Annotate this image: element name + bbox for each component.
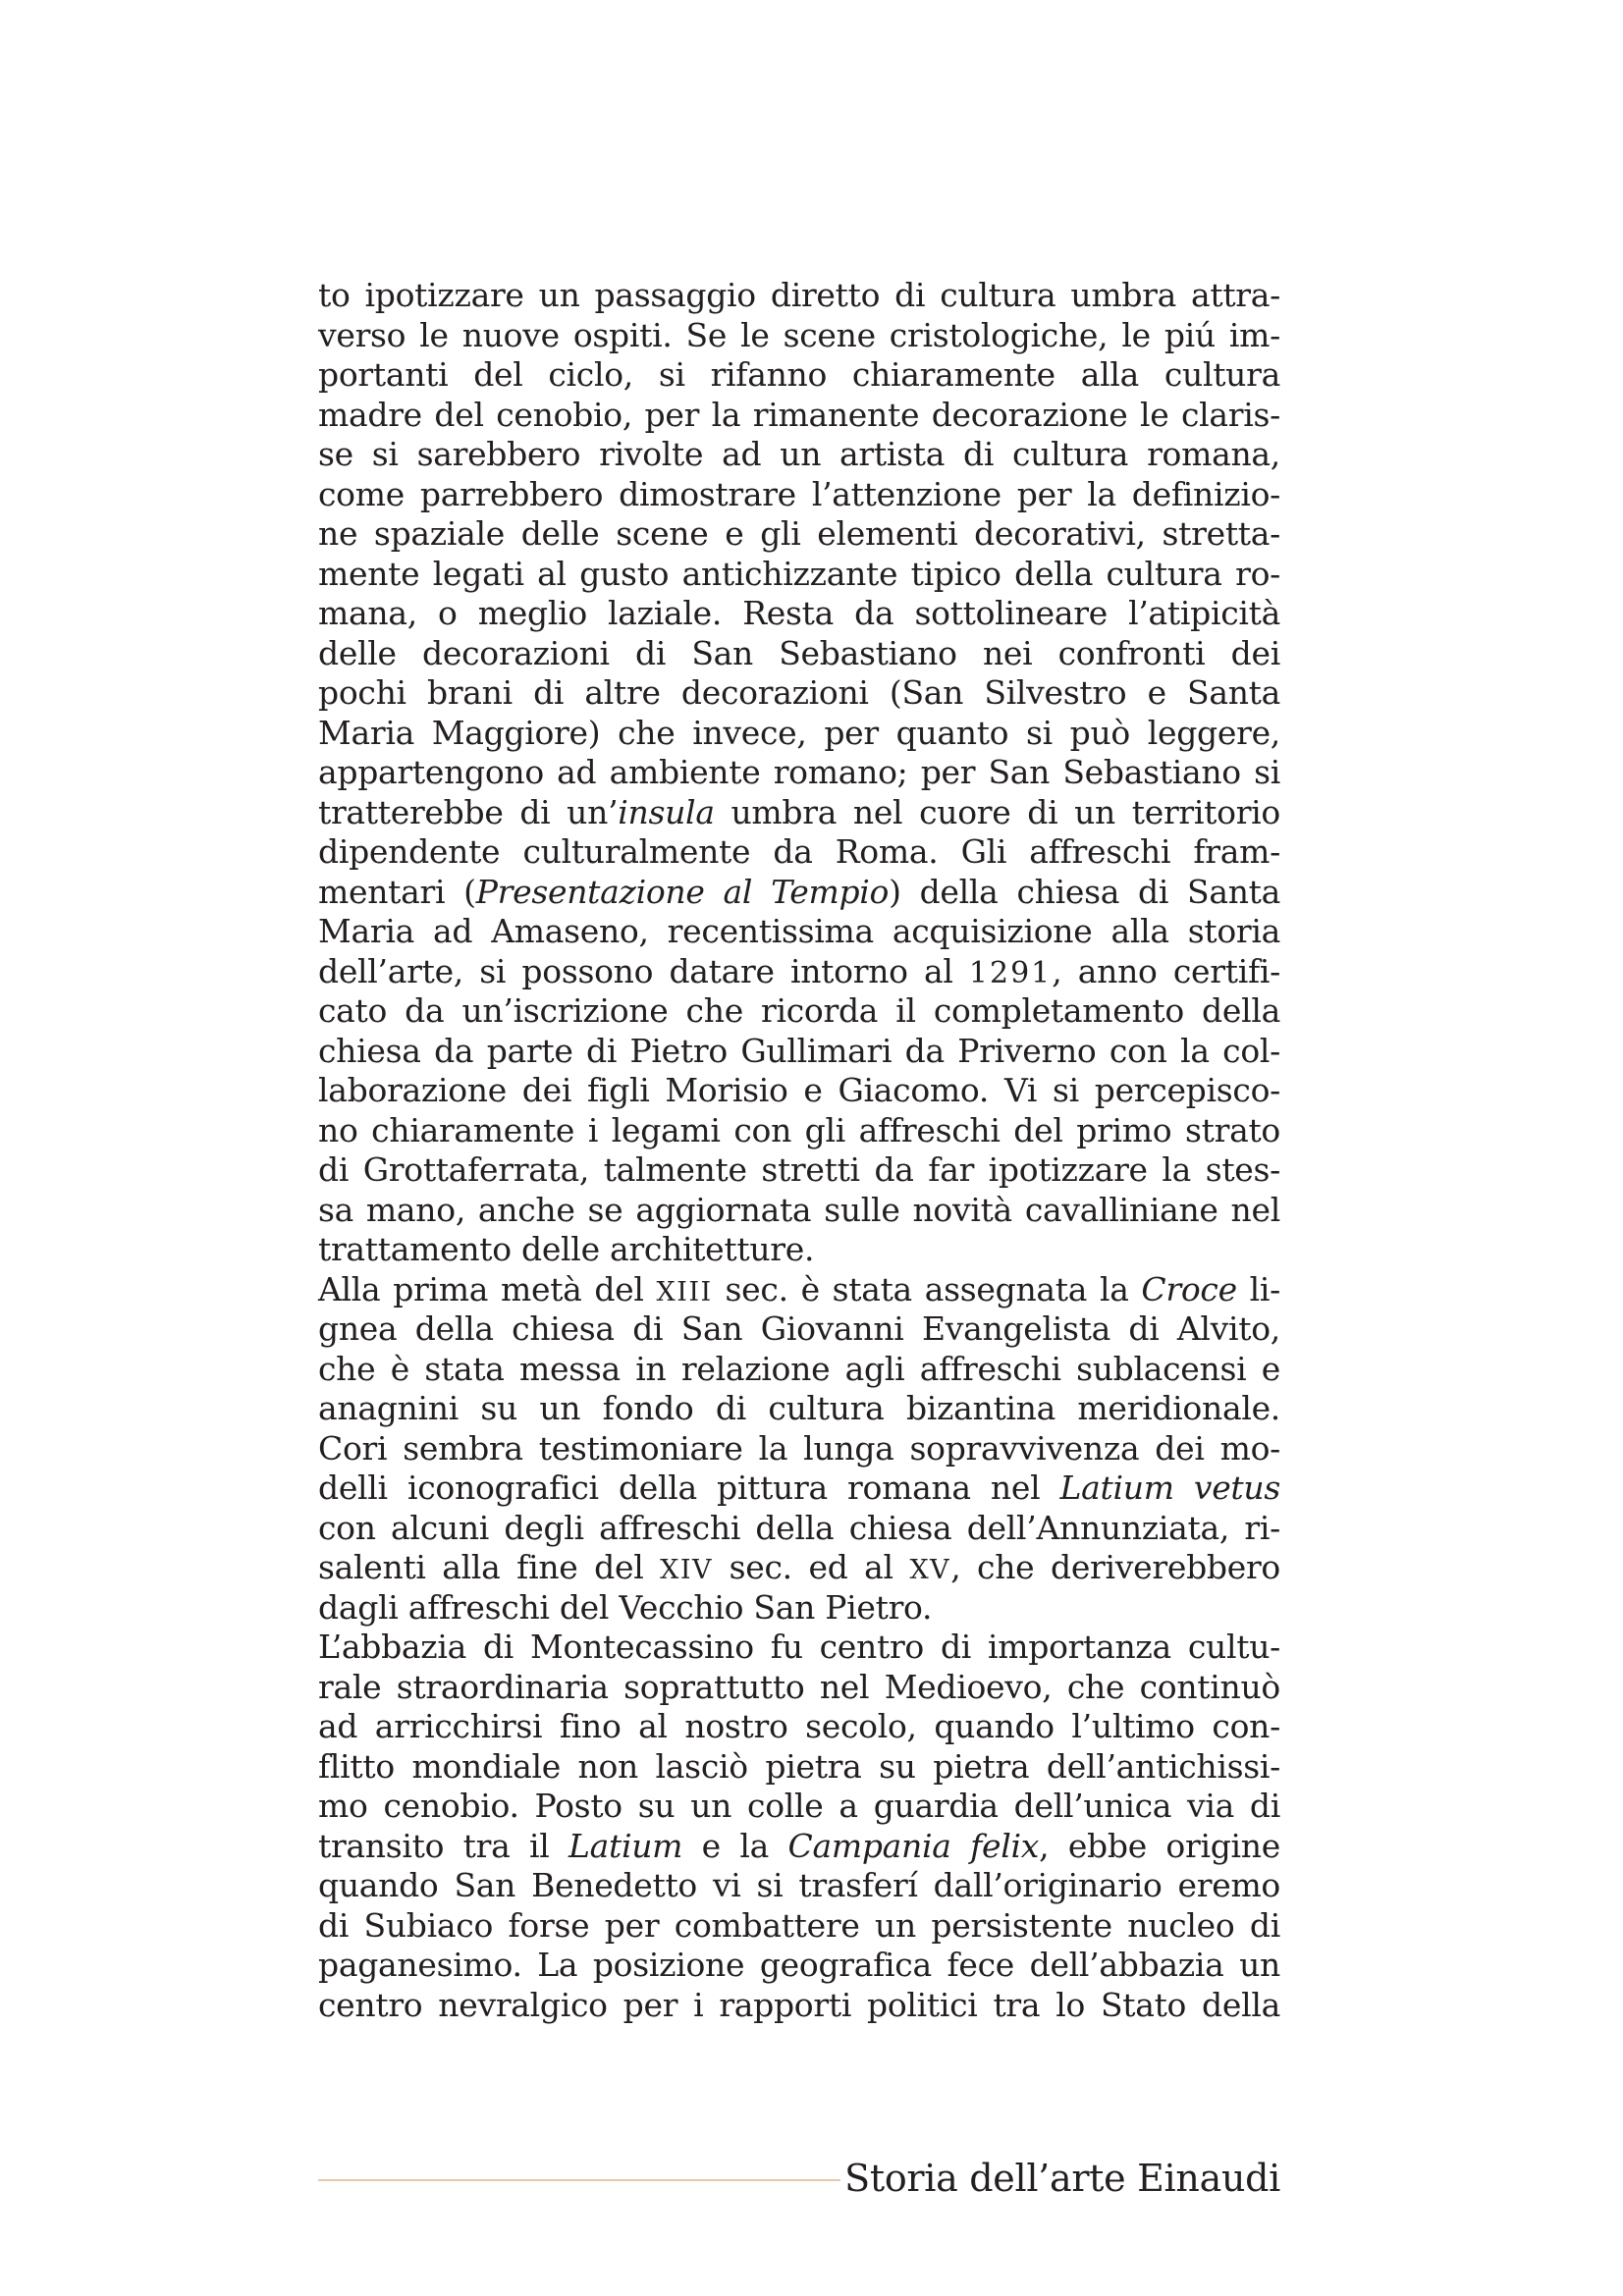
text-run: con alcuni degli affreschi della chiesa dell’Annunziata, ri- <box>318 1508 1280 1547</box>
text-line <box>318 1270 1280 1310</box>
text-run: Cori sembra testimoniare la lunga sopravvivenza dei mo- <box>318 1428 1280 1468</box>
text-run: e la <box>682 1826 788 1865</box>
text-line <box>318 1150 1280 1191</box>
text-run: gnea della chiesa di San Giovanni Evangelista di Alvito, <box>318 1309 1280 1348</box>
text-run: , ebbe origine <box>1039 1826 1280 1865</box>
text-run: se si sarebbero rivolte ad un artista di cultura romana, <box>318 435 1280 473</box>
italic-text: Campania felix <box>787 1826 1040 1865</box>
text-run: sa mano, anche se aggiornata sulle novità cavalliniane nel <box>318 1190 1280 1229</box>
text-run: che è stata messa in relazione agli affreschi sublacensi e <box>318 1349 1280 1388</box>
text-line <box>318 1946 1280 1986</box>
text-run: dipendente culturalmente da Roma. Gli affreschi fram- <box>318 832 1280 871</box>
text-run: ne spaziale delle scene e gli elementi decorativi, stretta- <box>318 514 1280 553</box>
text-run: no chiaramente i legami con gli affreschi del primo strato <box>318 1110 1280 1149</box>
text-run: paganesimo. La posizione geografica fece dell’abbazia un <box>318 1946 1280 1984</box>
text-line <box>318 475 1280 515</box>
text-run: quando San Benedetto vi si trasferí dall’originario eremo <box>318 1866 1280 1904</box>
text-line <box>318 1787 1280 1827</box>
text-line <box>318 1230 1280 1270</box>
text-line <box>318 1588 1280 1629</box>
text-run: madre del cenobio, per la rimanente decorazione le claris- <box>318 395 1280 434</box>
text-run: li- <box>1236 1269 1280 1308</box>
small-caps-numeral: XV <box>909 1555 951 1585</box>
text-line <box>318 753 1280 793</box>
text-run: ) della chiesa di Santa <box>889 872 1280 911</box>
text-run: anagnini su un fondo di cultura bizantina meridionale. <box>318 1389 1280 1427</box>
text-line <box>318 1389 1280 1429</box>
text-line <box>318 793 1280 833</box>
text-line <box>318 873 1280 913</box>
text-line <box>318 1707 1280 1747</box>
text-run: Maria ad Amaseno, recentissima acquisizione alla storia <box>318 912 1280 950</box>
text-line <box>318 1866 1280 1906</box>
text-run: mo cenobio. Posto su un colle a guardia dell’unica via di <box>318 1787 1280 1825</box>
text-run: centro nevralgico per i rapporti politici tra lo Stato della <box>318 1985 1280 2024</box>
text-line <box>318 832 1280 873</box>
text-run: L’abbazia di Montecassino fu centro di importanza cultu- <box>318 1628 1280 1666</box>
text-line <box>318 1906 1280 1947</box>
text-run: dagli affreschi del Vecchio San Pietro. <box>318 1587 933 1627</box>
text-run: chiesa da parte di Pietro Gullimari da Priverno con la col- <box>318 1031 1280 1070</box>
text-run: mentari ( <box>318 872 476 911</box>
text-line <box>318 1628 1280 1668</box>
text-line <box>318 634 1280 674</box>
text-line <box>318 555 1280 595</box>
text-run: di Subiaco forse per combattere un persistente nucleo di <box>318 1905 1280 1945</box>
text-line <box>318 1191 1280 1231</box>
text-run: portanti del ciclo, si rifanno chiaramente alla cultura <box>318 355 1280 394</box>
italic-text: Latium <box>568 1826 683 1865</box>
italic-text: insula <box>618 792 715 831</box>
text-line <box>318 396 1280 436</box>
text-line <box>318 276 1280 316</box>
small-caps-numeral: XIII <box>656 1276 713 1308</box>
text-run: Alla prima metà del <box>318 1269 657 1308</box>
text-run: Maria Maggiore) che invece, per quanto si può leggere, <box>318 713 1280 752</box>
text-run: tratterebbe di un’ <box>318 792 619 831</box>
text-run: come parrebbero dimostrare l’attenzione per la definizio- <box>318 474 1280 513</box>
text-run: sec. ed al <box>713 1548 910 1586</box>
text-line <box>318 673 1280 714</box>
text-line <box>318 435 1280 475</box>
italic-text: Latium vetus <box>1059 1468 1280 1507</box>
footer-rule <box>318 2179 840 2181</box>
small-caps-numeral: XIV <box>660 1555 713 1585</box>
text-line <box>318 1986 1280 2026</box>
text-run: mana, o meglio laziale. Resta da sottolineare l’atipicità <box>318 594 1280 632</box>
text-line <box>318 1032 1280 1072</box>
text-line <box>318 1668 1280 1708</box>
italic-text: Presentazione al Tempio <box>475 872 890 911</box>
oldstyle-number: 1291 <box>968 955 1053 990</box>
text-line <box>318 1350 1280 1390</box>
text-run: transito tra il <box>318 1826 569 1865</box>
text-run: ad arricchirsi fino al nostro secolo, quando l’ultimo con- <box>318 1707 1280 1745</box>
text-line <box>318 594 1280 634</box>
body-text <box>318 276 1280 2025</box>
text-line <box>318 1429 1280 1469</box>
text-line <box>318 1548 1280 1588</box>
text-line <box>318 1071 1280 1111</box>
text-line <box>318 514 1280 555</box>
text-line <box>318 316 1280 356</box>
text-line <box>318 1468 1280 1509</box>
text-run: delli iconografici della pittura romana nel <box>318 1468 1060 1507</box>
text-line <box>318 714 1280 754</box>
text-run: pochi brani di altre decorazioni (San Silvestro e Santa <box>318 673 1280 712</box>
text-line <box>318 952 1280 992</box>
text-line <box>318 1111 1280 1151</box>
text-run: delle decorazioni di San Sebastiano nei confronti dei <box>318 633 1280 672</box>
text-run: di Grottaferrata, talmente stretti da far ipotizzare la stes- <box>318 1150 1280 1189</box>
text-run: flitto mondiale non lasciò pietra su pietra dell’antichissi- <box>318 1746 1280 1786</box>
text-line <box>318 912 1280 952</box>
text-line <box>318 355 1280 396</box>
text-run: mente legati al gusto antichizzante tipico della cultura ro- <box>318 554 1280 593</box>
text-run: dell’arte, si possono datare intorno al <box>318 951 969 990</box>
text-line <box>318 1509 1280 1549</box>
text-run: verso le nuove ospiti. Se le scene cristologiche, le piú im- <box>318 315 1280 354</box>
footer-title: Storia dell’arte Einaudi <box>844 2157 1280 2200</box>
text-line <box>318 1827 1280 1867</box>
text-run: umbra nel cuore di un territorio <box>714 792 1280 831</box>
text-run: laborazione dei figli Morisio e Giacomo. Vi si percepisco- <box>318 1071 1280 1109</box>
italic-text: Croce <box>1141 1269 1237 1308</box>
text-line <box>318 1747 1280 1788</box>
text-run: , anno certifi- <box>1052 951 1280 990</box>
text-run: sec. è stata assegnata la <box>712 1269 1142 1308</box>
text-run: salenti alla fine del <box>318 1548 661 1586</box>
text-run: appartengono ad ambiente romano; per San Sebastiano si <box>318 753 1280 791</box>
text-run: trattamento delle architetture. <box>318 1230 815 1268</box>
text-line <box>318 1309 1280 1350</box>
text-run: rale straordinaria soprattutto nel Medioevo, che continuò <box>318 1667 1280 1706</box>
text-run: , che deriverebbero <box>950 1548 1280 1586</box>
text-run: cato da un’iscrizione che ricorda il completamento della <box>318 991 1280 1030</box>
text-line <box>318 991 1280 1032</box>
text-run: to ipotizzare un passaggio diretto di cultura umbra attra- <box>318 276 1280 314</box>
